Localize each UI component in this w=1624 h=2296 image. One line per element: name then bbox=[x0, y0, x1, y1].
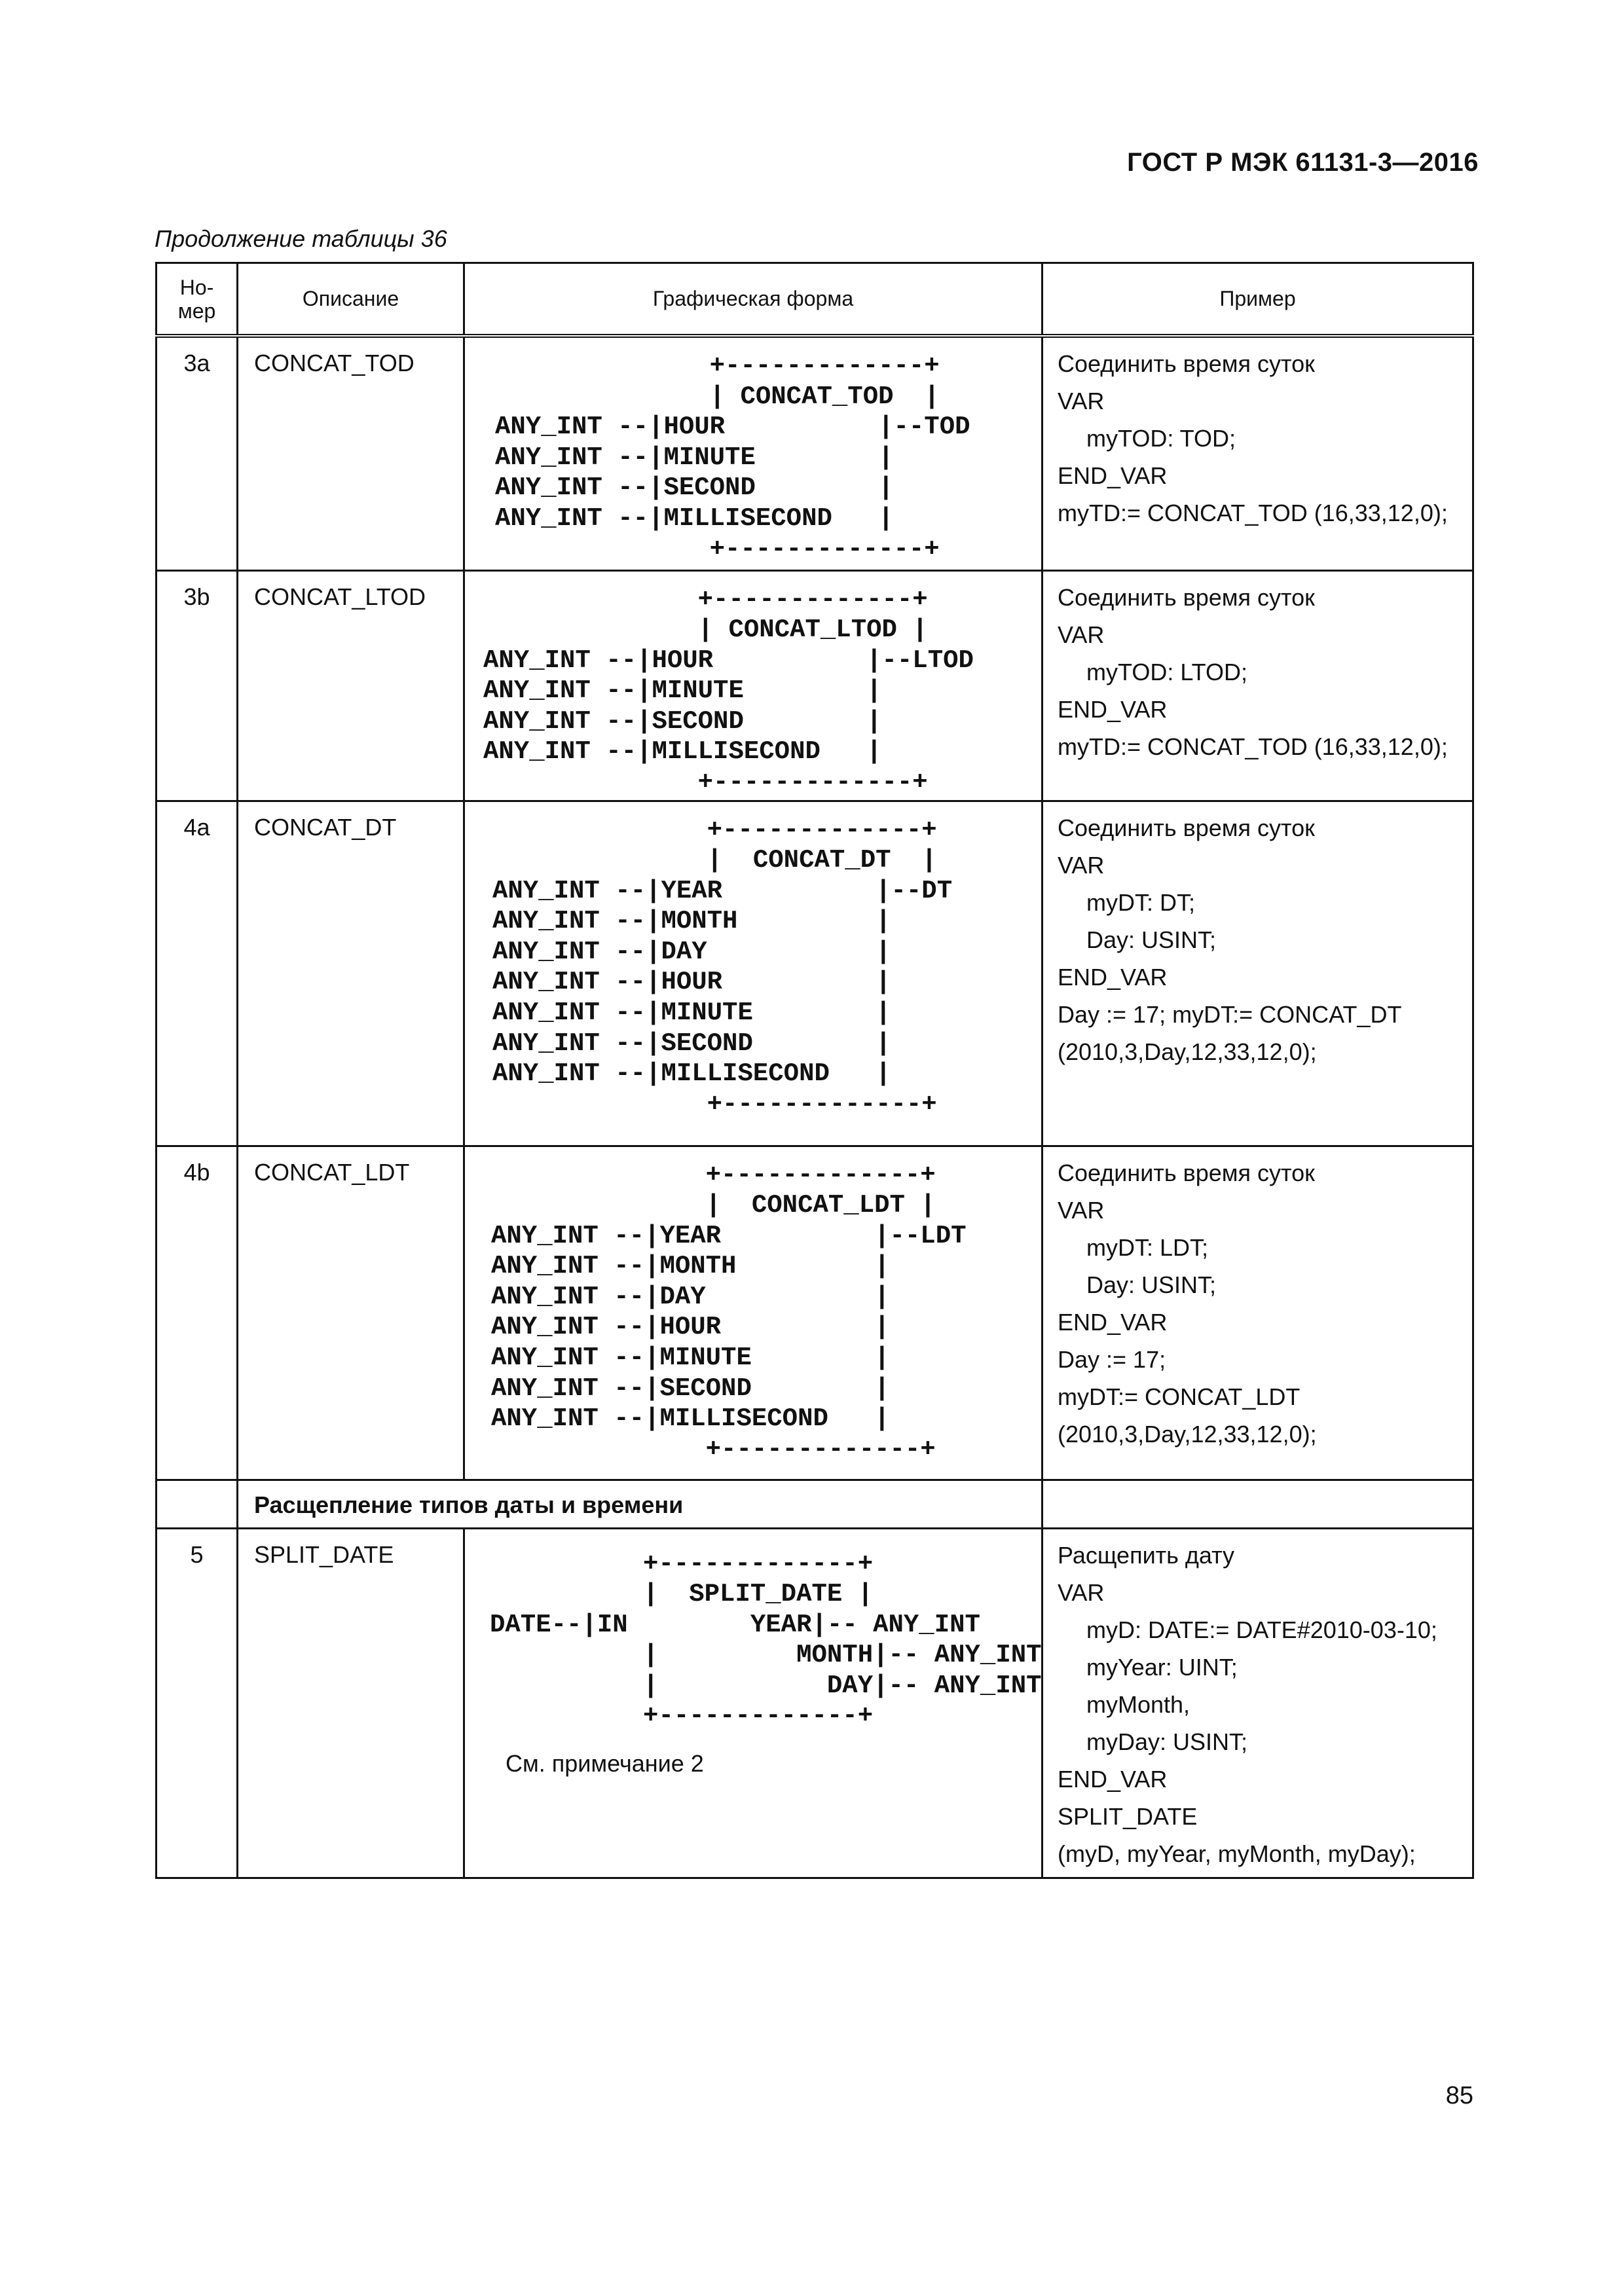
column-header-graphic: Графическая форма bbox=[464, 263, 1043, 337]
example-line: SPLIT_DATE bbox=[1058, 1802, 1198, 1830]
row-description: CONCAT_TOD bbox=[238, 336, 464, 570]
row-description: CONCAT_LDT bbox=[238, 1146, 464, 1480]
section-row bbox=[157, 1480, 1473, 1528]
example-line: Day: USINT; bbox=[1086, 926, 1217, 953]
example-line: myTD:= CONCAT_TOD (16,33,12,0); bbox=[1058, 733, 1448, 760]
table-row bbox=[157, 801, 1473, 1146]
example-line: Соединить время суток bbox=[1058, 583, 1315, 611]
graphic-note: См. примечание 2 bbox=[506, 1750, 704, 1777]
example-line: Day := 17; bbox=[1058, 1345, 1166, 1373]
column-header-num-top: Но- bbox=[179, 275, 214, 299]
column-header-example: Пример bbox=[1043, 263, 1473, 337]
example-line: VAR bbox=[1058, 1578, 1105, 1606]
table-header-row bbox=[157, 263, 1473, 337]
graphic-code: +-------------+ | SPLIT_DATE | DATE--|IN YEAR|-- ANY_INT | MONTH|-- ANY_INT | DAY|-- ANY_INT +-------------+ bbox=[490, 1549, 1042, 1731]
row-description: SPLIT_DATE bbox=[238, 1528, 464, 1878]
example-line: myDay: USINT; bbox=[1086, 1728, 1248, 1755]
graphic-form bbox=[464, 801, 1043, 1146]
example-line: myD: DATE:= DATE#2010-03-10; bbox=[1086, 1616, 1437, 1643]
example-line: Day: USINT; bbox=[1086, 1271, 1217, 1298]
example-cell bbox=[1043, 1528, 1473, 1878]
table-row bbox=[157, 336, 1473, 570]
example-cell bbox=[1043, 801, 1473, 1146]
example-line: END_VAR bbox=[1058, 695, 1168, 723]
column-header-num bbox=[157, 263, 238, 337]
example-line: VAR bbox=[1058, 621, 1105, 648]
section-empty-cell bbox=[157, 1480, 238, 1528]
row-number: 3b bbox=[157, 570, 238, 801]
section-empty-cell bbox=[1043, 1480, 1473, 1528]
example-line: myTOD: LTOD; bbox=[1086, 658, 1248, 685]
example-line: END_VAR bbox=[1058, 462, 1168, 489]
table-row bbox=[157, 570, 1473, 801]
graphic-code: +-------------+ | CONCAT_LTOD | ANY_INT --|HOUR |--LTOD ANY_INT --|MINUTE | ANY_INT --|SECOND | ANY_INT --|MILLISECOND | +-------------+ bbox=[483, 585, 974, 797]
example-cell bbox=[1043, 1146, 1473, 1480]
example-line: Расщепить дату bbox=[1058, 1541, 1235, 1569]
graphic-form bbox=[464, 1528, 1043, 1878]
example-line: Соединить время суток bbox=[1058, 814, 1315, 841]
example-line: myMonth, bbox=[1086, 1690, 1190, 1718]
example-line: VAR bbox=[1058, 1196, 1105, 1224]
example-cell bbox=[1043, 570, 1473, 801]
example-line: VAR bbox=[1058, 851, 1105, 879]
example-line: (myD, myYear, myMonth, myDay); bbox=[1058, 1840, 1416, 1867]
row-number: 4a bbox=[157, 801, 238, 1146]
example-line: END_VAR bbox=[1058, 1308, 1168, 1336]
table-row bbox=[157, 1146, 1473, 1480]
example-cell bbox=[1043, 336, 1473, 570]
example-line: VAR bbox=[1058, 388, 1105, 414]
row-number: 4b bbox=[157, 1146, 238, 1480]
example-line: myTOD: TOD; bbox=[1086, 425, 1236, 452]
graphic-form bbox=[464, 336, 1043, 570]
function-table bbox=[155, 262, 1474, 1879]
page-number: 85 bbox=[1445, 2082, 1473, 2109]
row-number: 3a bbox=[157, 336, 238, 570]
row-description: CONCAT_DT bbox=[238, 801, 464, 1146]
graphic-code: +-------------+ | CONCAT_TOD | ANY_INT --|HOUR |--TOD ANY_INT --|MINUTE | ANY_INT --|SECOND | ANY_INT --|MILLISECOND | +-------------+ bbox=[495, 352, 970, 564]
example-line: myDT: DT; bbox=[1086, 888, 1195, 916]
row-description: CONCAT_LTOD bbox=[238, 570, 464, 801]
table-caption: Продолжение таблицы 36 bbox=[155, 225, 447, 252]
graphic-form bbox=[464, 1146, 1043, 1480]
example-line: myDT: LDT; bbox=[1086, 1233, 1209, 1261]
example-line: Соединить время суток bbox=[1058, 350, 1315, 377]
example-line: myYear: UINT; bbox=[1086, 1653, 1238, 1681]
graphic-code: +-------------+ | CONCAT_LDT | ANY_INT --|YEAR |--LDT ANY_INT --|MONTH | ANY_INT --|DAY | ANY_INT --|HOUR | ANY_INT --|MINUTE | ANY_INT --|SECOND | ANY_INT --|MILLISECOND | +-------------+ bbox=[491, 1160, 967, 1464]
example-line: END_VAR bbox=[1058, 963, 1168, 991]
row-number: 5 bbox=[157, 1528, 238, 1878]
column-header-num-bottom: мер bbox=[177, 299, 216, 323]
graphic-form bbox=[464, 570, 1043, 801]
standard-designation: ГОСТ Р МЭК 61131-3—2016 bbox=[1127, 148, 1479, 177]
graphic-code: +-------------+ | CONCAT_DT | ANY_INT --|YEAR |--DT ANY_INT --|MONTH | ANY_INT --|DAY | ANY_INT --|HOUR | ANY_INT --|MINUTE | ANY_INT --|SECOND | ANY_INT --|MILLISECOND | +-------------+ bbox=[492, 815, 953, 1119]
example-line: (2010,3,Day,12,33,12,0); bbox=[1058, 1038, 1317, 1065]
example-line: myTD:= CONCAT_TOD (16,33,12,0); bbox=[1058, 500, 1448, 526]
section-title: Расщепление типов даты и времени bbox=[238, 1480, 1043, 1528]
table-row bbox=[157, 1528, 1473, 1878]
column-header-description: Описание bbox=[238, 263, 464, 337]
example-line: myDT:= CONCAT_LDT bbox=[1058, 1383, 1301, 1410]
example-line: (2010,3,Day,12,33,12,0); bbox=[1058, 1420, 1317, 1448]
example-line: Соединить время суток bbox=[1058, 1159, 1315, 1186]
example-line: Day := 17; myDT:= CONCAT_DT bbox=[1058, 1000, 1402, 1028]
example-line: END_VAR bbox=[1058, 1765, 1168, 1793]
